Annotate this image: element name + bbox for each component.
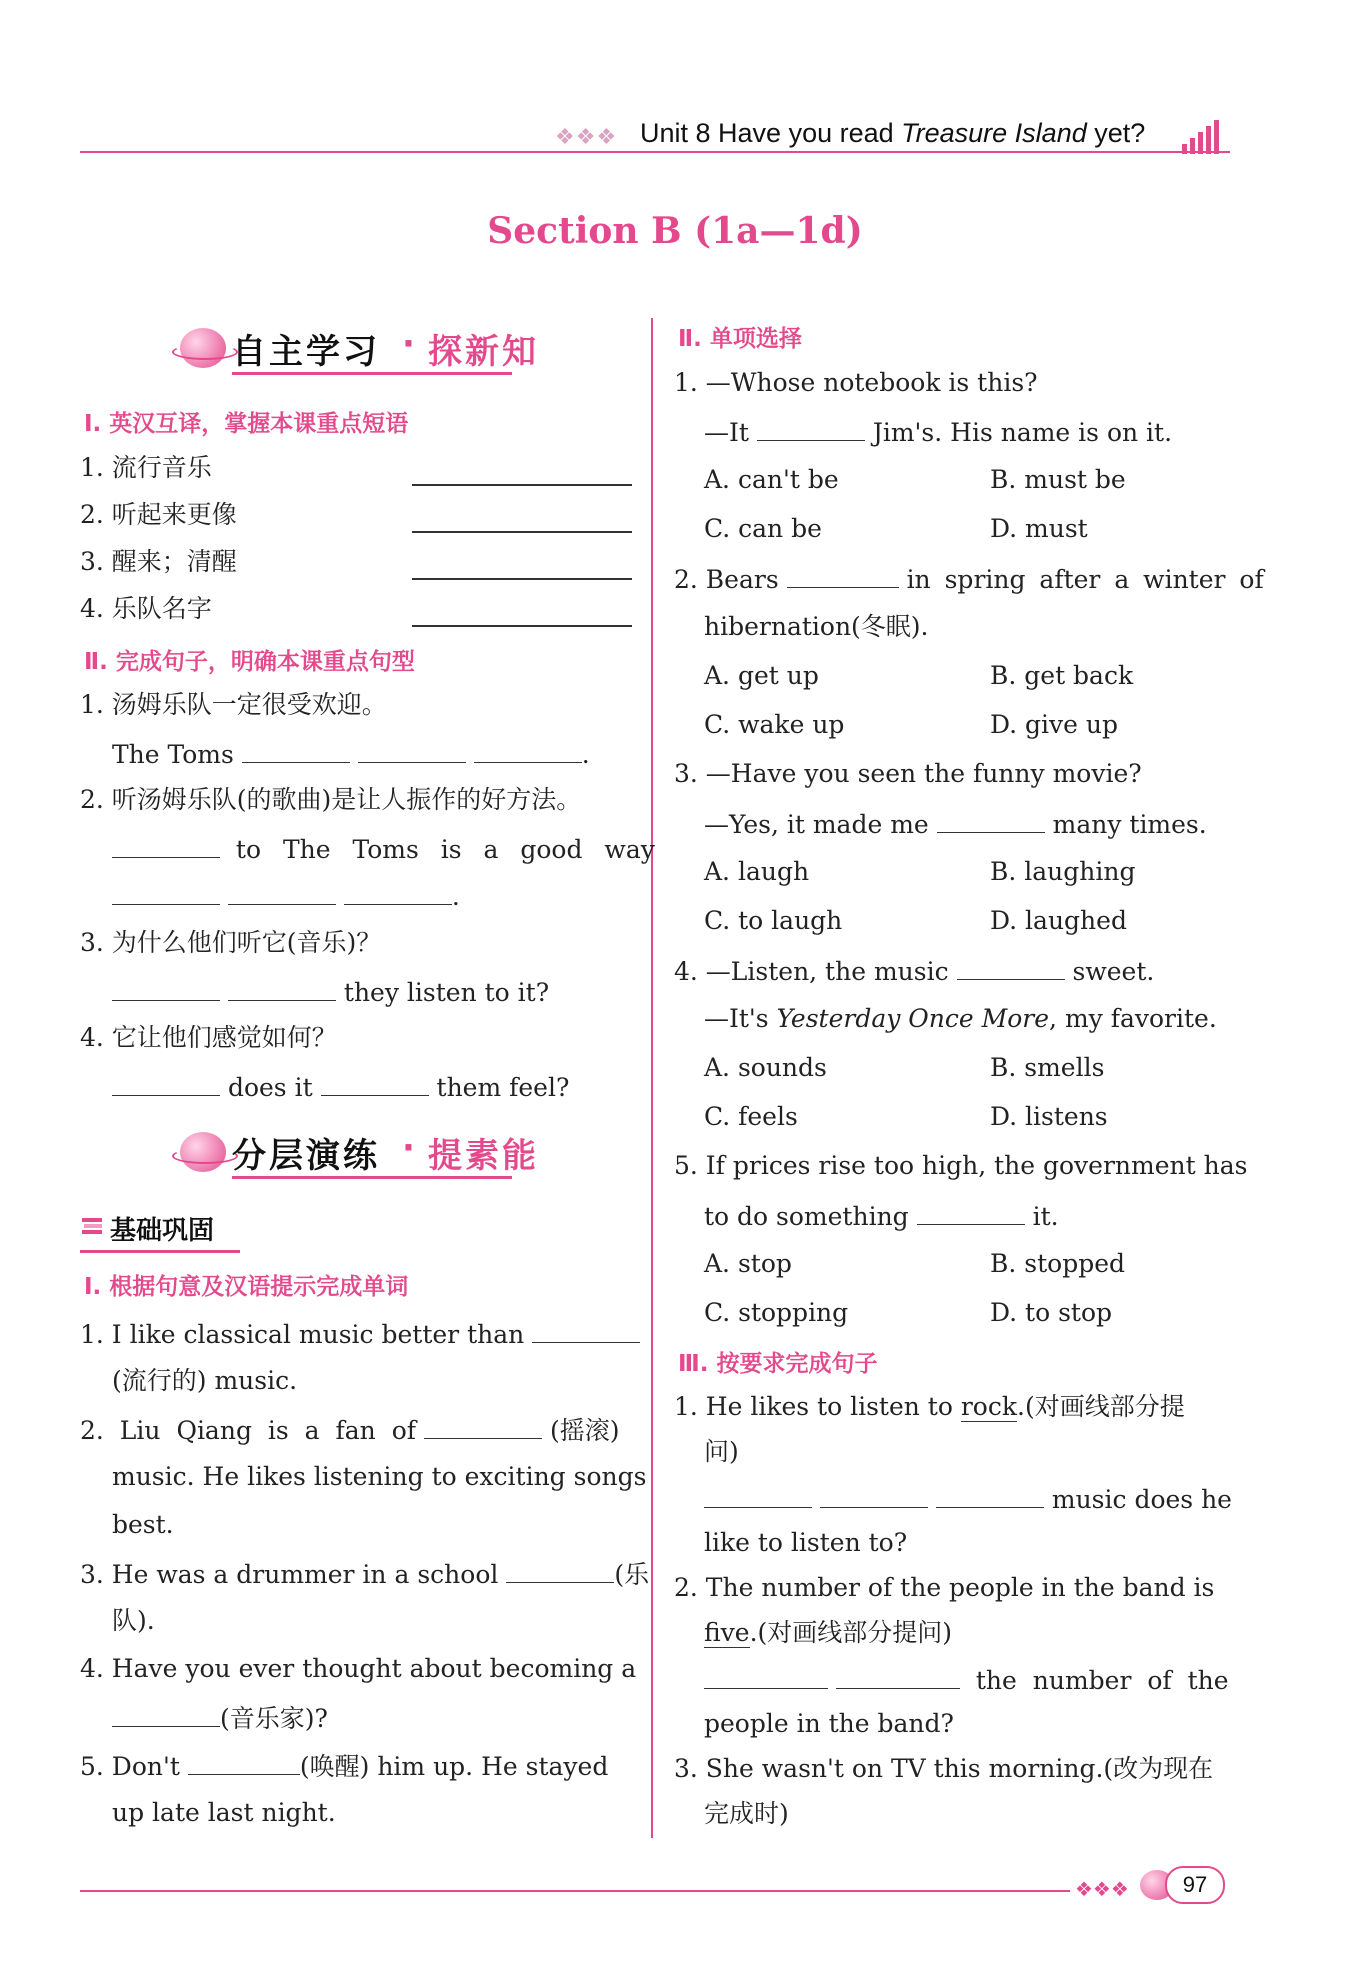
question-cn: 1. 汤姆乐队一定很受欢迎。 bbox=[80, 690, 387, 719]
mc-stem: 5. If prices rise too high, the government has bbox=[674, 1151, 1248, 1180]
book-stack-icon bbox=[80, 1214, 104, 1238]
mc-stem: 2. Bears in spring after a winter of bbox=[674, 565, 1264, 594]
answer-blank[interactable] bbox=[704, 1483, 812, 1508]
option-d[interactable]: D. give up bbox=[990, 710, 1119, 739]
mc-stem: 1. —Whose notebook is this? bbox=[674, 368, 1038, 397]
option-c[interactable]: C. to laugh bbox=[704, 906, 843, 935]
footer-dots-decoration: ❖❖❖ bbox=[1075, 1877, 1129, 1901]
question-en: 问) bbox=[704, 1437, 739, 1466]
answer-blank[interactable] bbox=[321, 1071, 429, 1096]
option-c[interactable]: C. stopping bbox=[704, 1298, 849, 1327]
question-en: to The Toms is a good way bbox=[112, 833, 655, 865]
answer-blank[interactable] bbox=[836, 1664, 960, 1689]
mc-stem: —It Jim's. His name is on it. bbox=[704, 418, 1173, 447]
option-d[interactable]: D. must bbox=[990, 514, 1088, 543]
self-study-banner bbox=[180, 318, 610, 378]
phrase-item: 1. 流行音乐 bbox=[80, 453, 212, 482]
question-en: music. He likes listening to exciting songs bbox=[112, 1462, 647, 1491]
answer-blank[interactable] bbox=[412, 531, 632, 533]
header-dots-decoration: ❖❖❖ bbox=[555, 125, 618, 150]
part3-heading: Ⅰ. 根据句意及汉语提示完成单词 bbox=[84, 1274, 409, 1300]
answer-blank[interactable] bbox=[757, 416, 865, 441]
answer-blank[interactable] bbox=[412, 578, 632, 580]
banner-title-pink: 探新知 bbox=[428, 332, 539, 372]
option-b[interactable]: B. laughing bbox=[990, 857, 1136, 886]
section-title: Section B (1a—1d) bbox=[487, 210, 863, 252]
answer-blank[interactable] bbox=[424, 1414, 542, 1439]
question-en: 2. Liu Qiang is a fan of (摇滚) bbox=[80, 1416, 620, 1445]
option-b[interactable]: B. stopped bbox=[990, 1249, 1125, 1278]
question-en: they listen to it? bbox=[112, 976, 549, 1008]
question-en: (流行的) music. bbox=[112, 1366, 298, 1395]
option-a[interactable]: A. get up bbox=[704, 661, 819, 690]
header-rule bbox=[80, 151, 1230, 153]
answer-blank[interactable] bbox=[412, 484, 632, 486]
mc-stem: —Yes, it made me many times. bbox=[704, 810, 1207, 839]
mc-stem: 3. —Have you seen the funny movie? bbox=[674, 759, 1142, 788]
answer-blank[interactable] bbox=[532, 1318, 640, 1343]
answer-blank[interactable] bbox=[917, 1200, 1025, 1225]
question-en: the number of the bbox=[704, 1664, 1229, 1696]
banner-underline bbox=[232, 1176, 512, 1179]
question-cn: 2. 听汤姆乐队(的歌曲)是让人振作的好方法。 bbox=[80, 785, 582, 814]
answer-blank[interactable] bbox=[820, 1483, 928, 1508]
column-divider bbox=[651, 318, 653, 1838]
answer-blank[interactable] bbox=[937, 808, 1045, 833]
page-number: 97 bbox=[1165, 1866, 1225, 1904]
banner-dot: · bbox=[402, 324, 415, 364]
sentence-heading: Ⅲ. 按要求完成句子 bbox=[678, 1351, 878, 1377]
answer-blank[interactable] bbox=[936, 1483, 1044, 1508]
banner-title-pink: 提素能 bbox=[428, 1136, 539, 1176]
question-en: people in the band? bbox=[704, 1709, 954, 1738]
option-a[interactable]: A. sounds bbox=[704, 1053, 827, 1082]
sub-banner-underline bbox=[80, 1250, 240, 1253]
option-b[interactable]: B. get back bbox=[990, 661, 1134, 690]
banner-dot: · bbox=[402, 1128, 415, 1168]
answer-blank[interactable] bbox=[242, 738, 350, 763]
practice-banner bbox=[180, 1122, 610, 1182]
unit-title: Unit 8 Have you read Treasure Island yet? bbox=[640, 118, 1146, 148]
question-en: 4. Have you ever thought about becoming a bbox=[80, 1654, 637, 1683]
question-en: 3. She wasn't on TV this morning.(改为现在 bbox=[674, 1754, 1214, 1783]
answer-blank[interactable] bbox=[957, 955, 1065, 980]
option-a[interactable]: A. can't be bbox=[704, 465, 839, 494]
choice-heading: Ⅱ. 单项选择 bbox=[678, 326, 802, 352]
option-a[interactable]: A. stop bbox=[704, 1249, 792, 1278]
mc-stem: 4. —Listen, the music sweet. bbox=[674, 957, 1155, 986]
option-d[interactable]: D. laughed bbox=[990, 906, 1127, 935]
part1-heading: Ⅰ. 英汉互译，掌握本课重点短语 bbox=[84, 411, 409, 437]
answer-blank[interactable] bbox=[112, 833, 220, 858]
question-en: 5. Don't (唤醒) him up. He stayed bbox=[80, 1752, 609, 1781]
answer-blank[interactable] bbox=[188, 1750, 300, 1775]
mc-stem: hibernation(冬眠). bbox=[704, 612, 929, 641]
question-en: 3. He was a drummer in a school (乐 bbox=[80, 1560, 650, 1589]
banner-title-black: 自主学习 bbox=[232, 332, 380, 372]
banner-underline bbox=[232, 372, 512, 375]
answer-blank[interactable] bbox=[112, 976, 220, 1001]
planet-ring-icon bbox=[172, 1148, 238, 1164]
question-en: music does he bbox=[704, 1483, 1232, 1515]
question-en: 完成时) bbox=[704, 1799, 789, 1828]
phrase-item: 2. 听起来更像 bbox=[80, 500, 237, 529]
answer-blank[interactable] bbox=[112, 1702, 220, 1727]
answer-blank[interactable] bbox=[228, 976, 336, 1001]
question-en: best. bbox=[112, 1510, 174, 1539]
question-en: 1. I like classical music better than bbox=[80, 1318, 640, 1350]
question-en: . bbox=[112, 880, 460, 912]
answer-blank[interactable] bbox=[112, 1071, 220, 1096]
sub-banner-title: 基础巩固 bbox=[110, 1216, 215, 1246]
mc-stem: —It's Yesterday Once More, my favorite. bbox=[704, 1004, 1217, 1033]
question-en: 2. The number of the people in the band is bbox=[674, 1573, 1215, 1602]
question-en: does it them feel? bbox=[112, 1071, 569, 1103]
option-d[interactable]: D. to stop bbox=[990, 1298, 1113, 1327]
question-en: 队). bbox=[112, 1606, 155, 1635]
footer-rule bbox=[80, 1890, 1070, 1892]
option-b[interactable]: B. must be bbox=[990, 465, 1126, 494]
question-en: (音乐家)? bbox=[112, 1702, 328, 1734]
option-b[interactable]: B. smells bbox=[990, 1053, 1105, 1082]
answer-blank[interactable] bbox=[474, 738, 582, 763]
option-c[interactable]: C. can be bbox=[704, 514, 822, 543]
question-cn: 3. 为什么他们听它(音乐)？ bbox=[80, 928, 382, 957]
mc-stem: to do something it. bbox=[704, 1202, 1059, 1231]
answer-blank[interactable] bbox=[506, 1558, 614, 1583]
option-c[interactable]: C. feels bbox=[704, 1102, 798, 1131]
answer-blank[interactable] bbox=[344, 880, 452, 905]
phrase-item: 3. 醒来；清醒 bbox=[80, 547, 237, 576]
answer-blank[interactable] bbox=[112, 880, 220, 905]
question-en: The Toms . bbox=[112, 740, 590, 769]
answer-blank[interactable] bbox=[787, 563, 899, 588]
question-en: 1. He likes to listen to rock.(对画线部分提 bbox=[674, 1392, 1185, 1421]
question-en: five.(对画线部分提问) bbox=[704, 1618, 953, 1647]
bar-chart-icon bbox=[1180, 118, 1230, 154]
option-a[interactable]: A. laugh bbox=[704, 857, 810, 886]
option-c[interactable]: C. wake up bbox=[704, 710, 845, 739]
phrase-item: 4. 乐队名字 bbox=[80, 594, 212, 623]
option-d[interactable]: D. listens bbox=[990, 1102, 1108, 1131]
planet-ring-icon bbox=[172, 344, 238, 360]
answer-blank[interactable] bbox=[704, 1664, 828, 1689]
part2-heading: Ⅱ. 完成句子，明确本课重点句型 bbox=[84, 649, 415, 675]
question-en: like to listen to? bbox=[704, 1528, 908, 1557]
answer-blank[interactable] bbox=[358, 738, 466, 763]
answer-blank[interactable] bbox=[228, 880, 336, 905]
question-en: up late last night. bbox=[112, 1798, 336, 1827]
banner-title-black: 分层演练 bbox=[232, 1136, 380, 1176]
answer-blank[interactable] bbox=[412, 625, 632, 627]
question-cn: 4. 它让他们感觉如何？ bbox=[80, 1023, 337, 1052]
